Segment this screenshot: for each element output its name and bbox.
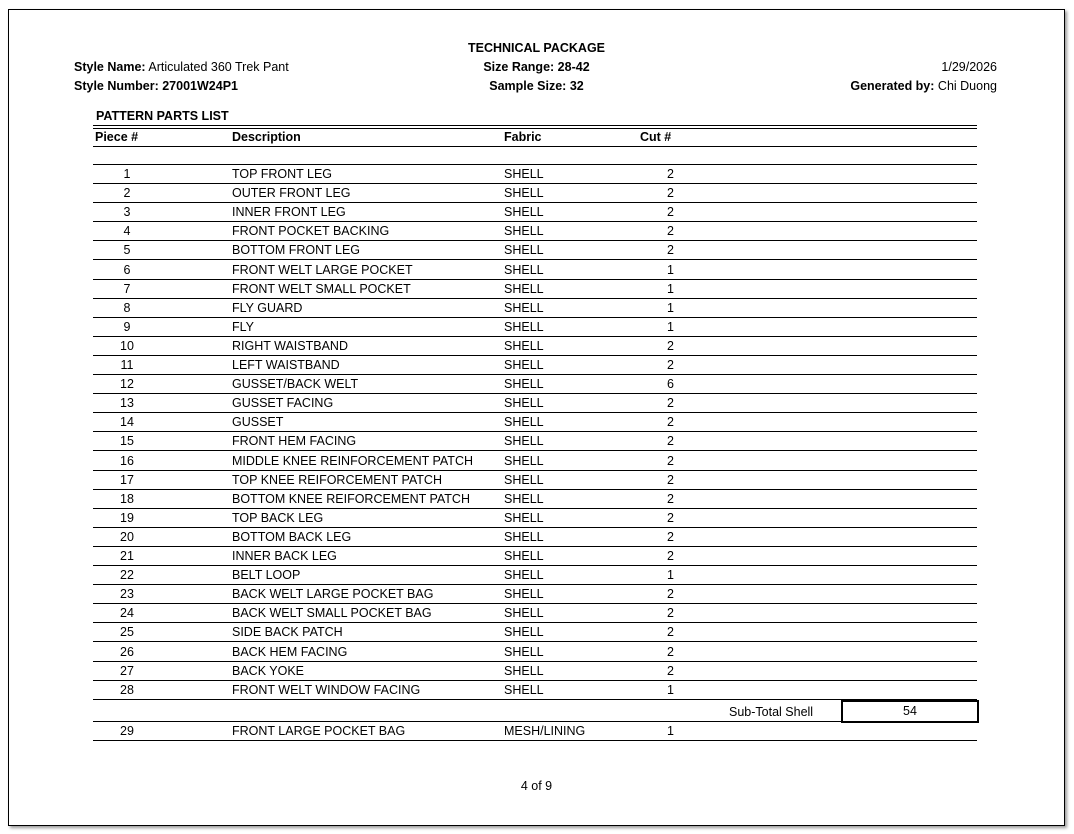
table-row <box>93 280 977 299</box>
piece-cell: 18 <box>120 491 134 506</box>
table-row <box>93 681 977 700</box>
cut-cell: 2 <box>667 663 674 678</box>
fabric-cell: SHELL <box>504 606 544 621</box>
subtotal-value: 54 <box>841 700 979 723</box>
cut-cell: 1 <box>667 262 674 277</box>
fabric-cell: SHELL <box>504 568 544 583</box>
style-name-label: Style Name: <box>74 60 146 74</box>
table-row <box>93 643 977 662</box>
cut-cell: 1 <box>667 568 674 583</box>
piece-cell: 4 <box>123 224 131 239</box>
cut-cell: 2 <box>667 186 674 201</box>
description-cell: TOP KNEE REIFORCEMENT PATCH <box>232 472 442 487</box>
cut-cell: 2 <box>667 472 674 487</box>
size-range-label: Size Range: <box>483 60 555 74</box>
style-name-value: Articulated 360 Trek Pant <box>148 60 289 74</box>
description-cell: OUTER FRONT LEG <box>232 186 351 201</box>
cut-cell: 1 <box>667 682 674 697</box>
generated-by <box>850 78 997 94</box>
cut-cell: 2 <box>667 434 674 449</box>
table-row <box>93 165 977 184</box>
table-row <box>93 604 977 623</box>
description-cell: TOP FRONT LEG <box>232 167 333 181</box>
fabric-cell: SHELL <box>504 262 544 277</box>
document-title: TECHNICAL PACKAGE <box>467 41 606 55</box>
piece-cell: 27 <box>120 663 134 678</box>
table-row <box>93 337 977 356</box>
table-row <box>93 452 977 471</box>
table-row <box>93 509 977 528</box>
description-cell: INNER BACK LEG <box>232 549 337 563</box>
description-cell: BACK WELT SMALL POCKET BAG <box>232 606 432 621</box>
description-cell: BACK WELT LARGE POCKET BAG <box>232 587 434 602</box>
table-row <box>93 722 977 741</box>
fabric-cell: SHELL <box>504 300 544 315</box>
piece-cell: 8 <box>123 300 131 315</box>
fabric-cell: SHELL <box>504 453 544 468</box>
fabric-cell: SHELL <box>504 319 544 334</box>
cut-cell: 1 <box>667 724 674 738</box>
piece-cell: 6 <box>123 262 131 277</box>
column-header-description: Description <box>232 130 301 144</box>
piece-cell: 13 <box>120 396 134 411</box>
page-number: 4 of 9 <box>520 779 553 793</box>
piece-cell: 15 <box>120 434 134 449</box>
piece-cell: 24 <box>120 606 134 621</box>
piece-cell: 16 <box>120 453 134 468</box>
description-cell: BOTTOM KNEE REIFORCEMENT PATCH <box>232 491 470 506</box>
table-row <box>93 585 977 604</box>
column-header-piece: Piece # <box>95 130 139 144</box>
cut-cell: 1 <box>667 281 674 296</box>
fabric-cell: SHELL <box>504 529 544 544</box>
cut-cell: 1 <box>667 300 674 315</box>
description-cell: FRONT LARGE POCKET BAG <box>232 724 406 738</box>
description-cell: GUSSET FACING <box>232 396 334 411</box>
fabric-cell: SHELL <box>504 549 544 563</box>
fabric-cell: SHELL <box>504 243 544 258</box>
piece-cell: 9 <box>123 319 131 334</box>
piece-cell: 17 <box>120 472 134 487</box>
piece-cell: 22 <box>120 568 134 583</box>
piece-cell: 11 <box>120 358 134 372</box>
piece-cell: 23 <box>120 587 134 602</box>
cut-cell: 2 <box>667 415 674 430</box>
piece-cell: 14 <box>120 415 134 430</box>
piece-cell: 5 <box>123 243 131 258</box>
piece-cell: 28 <box>120 682 134 697</box>
section-title: PATTERN PARTS LIST <box>96 109 229 123</box>
table-header <box>93 128 977 147</box>
description-cell: FLY GUARD <box>232 300 303 315</box>
description-cell: FLY <box>232 319 254 334</box>
piece-cell: 20 <box>120 529 134 544</box>
table-row <box>93 184 977 203</box>
description-cell: BOTTOM FRONT LEG <box>232 243 361 258</box>
table-row <box>93 471 977 490</box>
piece-cell: 21 <box>120 549 134 563</box>
fabric-cell: SHELL <box>504 377 544 392</box>
table-row <box>93 299 977 318</box>
cut-cell: 2 <box>667 338 674 353</box>
description-cell: SIDE BACK PATCH <box>232 625 343 640</box>
cut-cell: 2 <box>667 243 674 258</box>
description-cell: GUSSET <box>232 415 284 430</box>
table-row <box>93 432 977 451</box>
cut-cell: 2 <box>667 358 674 372</box>
fabric-cell: SHELL <box>504 625 544 640</box>
table-row <box>93 222 977 241</box>
column-header-fabric: Fabric <box>504 130 542 144</box>
cut-cell: 2 <box>667 491 674 506</box>
fabric-cell: SHELL <box>504 358 544 372</box>
cut-cell: 2 <box>667 587 674 602</box>
fabric-cell: SHELL <box>504 682 544 697</box>
header-rule <box>93 146 977 147</box>
table-row <box>93 547 977 566</box>
cut-cell: 2 <box>667 606 674 621</box>
generated-by-value: Chi Duong <box>937 79 997 93</box>
piece-cell: 29 <box>120 724 134 738</box>
description-cell: BACK YOKE <box>232 663 305 678</box>
table-row <box>93 566 977 585</box>
table-row <box>93 261 977 280</box>
piece-cell: 2 <box>123 186 131 201</box>
cut-cell: 1 <box>667 319 674 334</box>
size-range-value: 28-42 <box>557 60 590 74</box>
fabric-cell: SHELL <box>504 663 544 678</box>
piece-cell: 25 <box>120 625 134 640</box>
fabric-cell: SHELL <box>504 205 544 220</box>
table-row <box>93 375 977 394</box>
piece-cell: 19 <box>120 510 134 525</box>
table-row <box>93 662 977 681</box>
table-row <box>93 241 977 260</box>
fabric-cell: SHELL <box>504 186 544 201</box>
cut-cell: 2 <box>667 549 674 563</box>
piece-cell: 26 <box>120 644 134 659</box>
cut-cell: 2 <box>667 224 674 239</box>
table-row <box>93 413 977 432</box>
description-cell: TOP BACK LEG <box>232 510 324 525</box>
fabric-cell: SHELL <box>504 415 544 430</box>
description-cell: FRONT WELT SMALL POCKET <box>232 281 411 296</box>
description-cell: BACK HEM FACING <box>232 644 348 659</box>
description-cell: FRONT POCKET BACKING <box>232 224 390 239</box>
table-row <box>93 528 977 547</box>
cut-cell: 2 <box>667 644 674 659</box>
cut-cell: 2 <box>667 510 674 525</box>
table-row <box>93 318 977 337</box>
fabric-cell: SHELL <box>504 434 544 449</box>
size-range <box>9 59 1064 75</box>
sample-size-value: 32 <box>569 79 584 93</box>
generated-by-label: Generated by: <box>850 79 935 93</box>
description-cell: FRONT HEM FACING <box>232 434 357 449</box>
table-row <box>93 490 977 509</box>
subtotal-label: Sub-Total Shell <box>729 705 814 719</box>
description-cell: LEFT WAISTBAND <box>232 358 340 372</box>
column-header-cut: Cut # <box>640 130 672 144</box>
description-cell: GUSSET/BACK WELT <box>232 377 359 392</box>
description-cell: FRONT WELT WINDOW FACING <box>232 682 421 697</box>
fabric-cell: SHELL <box>504 167 544 181</box>
table-row <box>93 356 977 375</box>
piece-cell: 3 <box>123 205 131 220</box>
cut-cell: 2 <box>667 396 674 411</box>
description-cell: BELT LOOP <box>232 568 301 583</box>
piece-cell: 10 <box>120 338 134 353</box>
style-number-label: Style Number: <box>74 79 159 93</box>
row-rule <box>93 740 977 741</box>
fabric-cell: SHELL <box>504 587 544 602</box>
cut-cell: 6 <box>667 377 674 392</box>
style-number-value: 27001W24P1 <box>162 79 238 93</box>
document-page <box>8 9 1065 826</box>
fabric-cell: SHELL <box>504 510 544 525</box>
fabric-cell: SHELL <box>504 396 544 411</box>
fabric-cell: MESH/LINING <box>504 724 586 738</box>
section-rule-top <box>93 125 977 126</box>
description-cell: RIGHT WAISTBAND <box>232 338 348 353</box>
cut-cell: 2 <box>667 625 674 640</box>
cut-cell: 2 <box>667 529 674 544</box>
document-date: 1/29/2026 <box>941 60 997 74</box>
piece-cell: 7 <box>123 281 131 296</box>
description-cell: BOTTOM BACK LEG <box>232 529 352 544</box>
fabric-cell: SHELL <box>504 644 544 659</box>
cut-cell: 2 <box>667 167 674 181</box>
fabric-cell: SHELL <box>504 472 544 487</box>
fabric-cell: SHELL <box>504 281 544 296</box>
piece-cell: 12 <box>120 377 134 392</box>
description-cell: MIDDLE KNEE REINFORCEMENT PATCH <box>232 453 473 468</box>
table-row <box>93 623 977 642</box>
description-cell: INNER FRONT LEG <box>232 205 346 220</box>
piece-cell: 1 <box>123 167 131 181</box>
sample-size-label: Sample Size: <box>489 79 567 93</box>
fabric-cell: SHELL <box>504 338 544 353</box>
cut-cell: 2 <box>667 453 674 468</box>
table-row <box>93 394 977 413</box>
table-row <box>93 203 977 222</box>
fabric-cell: SHELL <box>504 224 544 239</box>
cut-cell: 2 <box>667 205 674 220</box>
fabric-cell: SHELL <box>504 491 544 506</box>
description-cell: FRONT WELT LARGE POCKET <box>232 262 413 277</box>
